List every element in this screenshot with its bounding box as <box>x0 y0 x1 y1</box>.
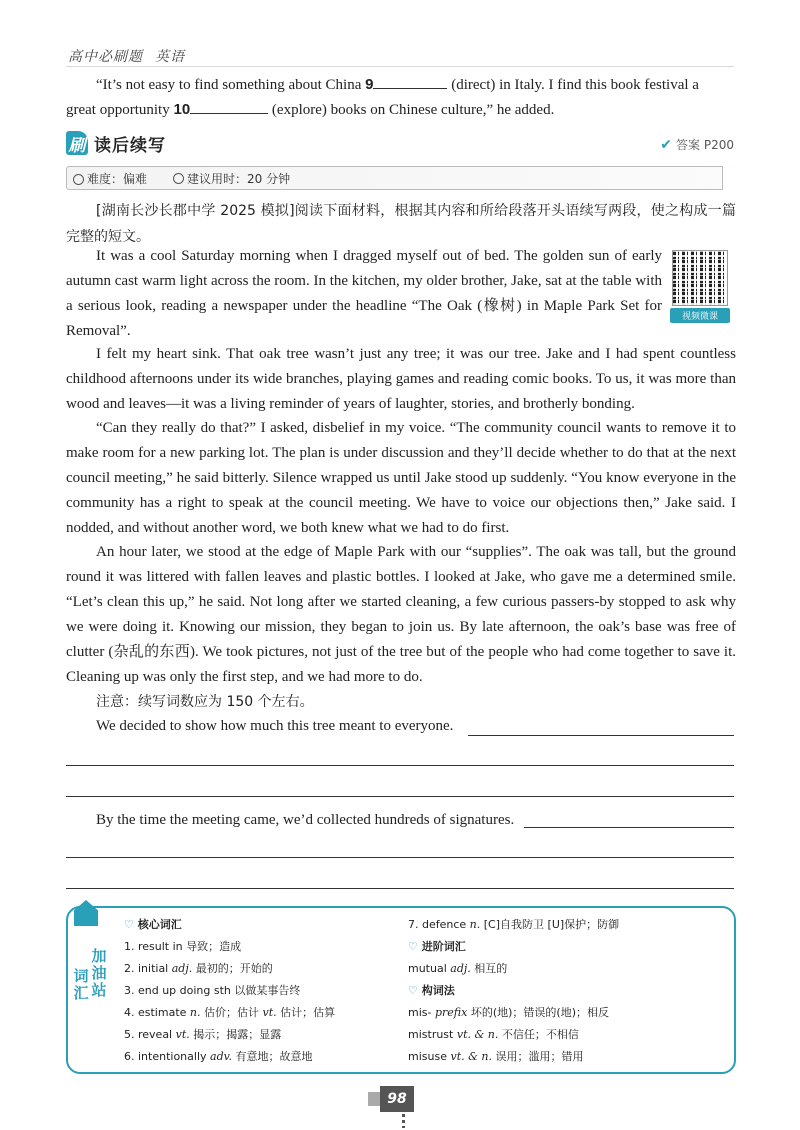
book-title: 高中必刷题 <box>68 49 143 65</box>
video-lesson-qr[interactable] <box>670 250 730 322</box>
story-paragraph-3: “Can they really do that?” I asked, disbelief in my voice. “The community council wants to remove it to make room for a new parking lot. The plan is under discussion and they’ll decide whether to do that at the next council meeting,” he said bitterly. Silence wrapped us until Jake stood up suddenly. “You know everyone in the community has a right to speak at the council meeting. We have to voice our objections then,” Jake said. I nodded, and without another word, we both knew what we had to do first. <box>66 420 736 536</box>
vocab-item: mis- prefix 坏的(地)；错误的(地)；相反 <box>408 1006 609 1019</box>
vocab-house-icon <box>74 900 98 926</box>
word-formation-heading: ♡ 构词法 <box>408 980 619 1002</box>
grammar-fill-paragraph: “It’s not easy to find something about China 9 (direct) in Italy. I find this book festival a <box>96 76 699 93</box>
difficulty-label: 难度： <box>87 171 124 186</box>
page-number: 98 <box>380 1086 414 1112</box>
vocab-item: 2. initial adj. 最初的；开始的 <box>124 962 273 975</box>
section-title: 读后续写 <box>94 135 166 156</box>
advanced-vocab-heading: ♡ 进阶词汇 <box>408 936 619 958</box>
clock-icon <box>173 173 184 184</box>
vocab-item: 1. result in 导致；造成 <box>124 940 242 953</box>
vocab-left-column <box>124 914 335 1068</box>
vocab-item: mistrust vt. & n. 不信任；不相信 <box>408 1028 579 1041</box>
page-dots <box>402 1114 405 1128</box>
vocab-item: mutual adj. 相互的 <box>408 962 508 975</box>
story-paragraph-1: It was a cool Saturday morning when I dragged myself out of bed. The golden sun of early autumn cast warm light across the room. In the kitchen, my older brother, Jake, sat at the table with a serious look, reading a newspaper under the headline “The Oak (橡树) in Maple Park Set for Removal”. <box>66 248 662 339</box>
writing-line[interactable] <box>524 827 734 828</box>
vocab-item: 7. defence n. [C]自我防卫 [U]保护；防御 <box>408 918 620 931</box>
core-vocab-heading: ♡ 核心词汇 <box>124 914 335 936</box>
vocab-item: 6. intentionally adv. 有意地；故意地 <box>124 1050 313 1063</box>
vocab-box-title: 词 汇 加 油 站 <box>73 947 107 1002</box>
continuation-prompt-1: We decided to show how much this tree meant to everyone. <box>96 718 454 734</box>
question-9-number: 9 <box>365 76 374 93</box>
time-value: 20 分钟 <box>247 171 291 186</box>
qr-code-icon <box>672 250 728 306</box>
difficulty-icon <box>73 174 84 185</box>
story-paragraph-2: I felt my heart sink. That oak tree wasn’t just any tree; it was our tree. Jake and I had spent countless childhood afternoons under its wide branches, playing games and reading comic books. To us, it was more than wood and leaves—it was a living reminder of years of laughter, stories, and brotherly bonding. <box>66 346 736 412</box>
brush-logo-icon: 刷 <box>66 131 88 155</box>
question-9-blank[interactable] <box>373 75 447 89</box>
difficulty-value: 偏难 <box>123 171 148 186</box>
vocab-item: 5. reveal vt. 揭示；揭露；显露 <box>124 1028 282 1041</box>
task-instruction: [湖南长沙长郡中学 2025 模拟]阅读下面材料，根据其内容和所给段落开头语续写两段，使之构成一篇完整的短文。 <box>66 203 736 245</box>
question-10-blank[interactable] <box>190 100 268 114</box>
story-paragraph-4: An hour later, we stood at the edge of Maple Park with our “supplies”. The oak was tall, but the ground round it was littered with fallen leaves and plastic bottles. I looked at Jake, who gave me a determined smile. “Let’s clean this up,” he said. Not long after we started cleaning, a few curious passers-by stopped to ask why we were doing it. Knowing our mission, they began to join us. By late afternoon, the oak’s base was free of clutter (杂乱的东西). We took pictures, not just of the tree but of the people who had come together to save it. Cleaning up was only the first step, and we had more to do. <box>66 544 736 685</box>
qr-label: 视频微课 <box>670 308 730 323</box>
vocabulary-box <box>66 906 736 1074</box>
difficulty-time-bar <box>66 166 734 190</box>
continuation-prompt-2: By the time the meeting came, we’d collected hundreds of signatures. <box>96 812 515 828</box>
vocab-item: 3. end up doing sth 以做某事告终 <box>124 984 301 997</box>
vocab-item: misuse vt. & n. 误用；滥用；错用 <box>408 1050 584 1063</box>
vocab-item: 4. estimate n. 估价；估计 vt. 估计；估算 <box>124 1006 336 1019</box>
section-heading <box>66 128 166 158</box>
writing-line[interactable] <box>468 735 734 736</box>
writing-line[interactable] <box>66 857 734 858</box>
vocab-right-column <box>408 914 619 1068</box>
word-count-note: 注意：续写词数应为 150 个左右。 <box>96 694 314 710</box>
running-header <box>68 46 185 66</box>
question-10-number: 10 <box>173 101 191 118</box>
header-divider <box>66 66 734 67</box>
answer-reference[interactable]: ✔ 答案 P200 <box>660 136 734 153</box>
check-icon: ✔ <box>660 136 673 153</box>
writing-line[interactable] <box>66 796 734 797</box>
time-label: 建议用时： <box>187 171 248 186</box>
grammar-fill-paragraph-line2: great opportunity 10 (explore) books on Chinese culture,” he added. <box>66 101 555 118</box>
writing-line[interactable] <box>66 888 734 889</box>
subject-title: 英语 <box>155 49 185 65</box>
writing-line[interactable] <box>66 765 734 766</box>
